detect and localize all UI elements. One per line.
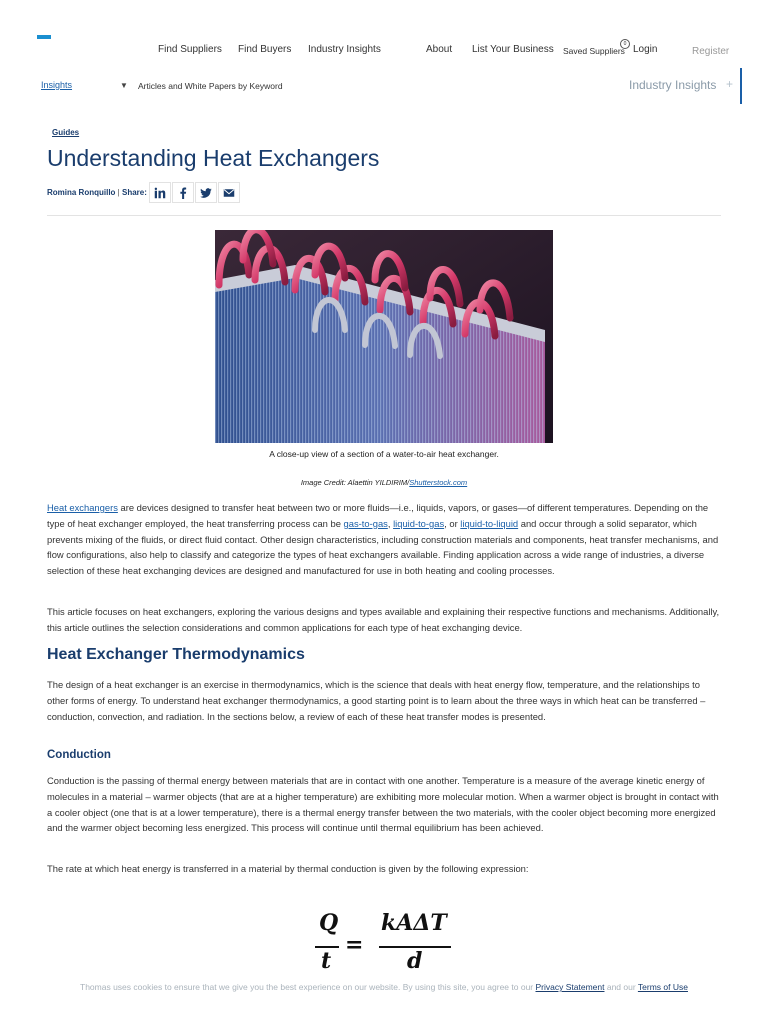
image-caption: A close-up view of a section of a water-to-air heat exchanger.	[269, 449, 499, 459]
formula-equals: =	[345, 932, 364, 958]
formula-denominator-right: d	[407, 948, 423, 974]
liquid-to-liquid-link[interactable]: liquid-to-liquid	[460, 517, 519, 529]
nav-list-your-business[interactable]: List Your Business	[472, 44, 554, 55]
image-credit-link[interactable]: Shutterstock.com	[409, 478, 468, 487]
twitter-icon[interactable]	[195, 182, 217, 203]
author-link[interactable]: Romina Ronquillo	[47, 188, 116, 197]
image-credit	[0, 478, 768, 487]
nav-register[interactable]: Register	[692, 46, 730, 57]
terms-of-use-link[interactable]: Terms of Use	[637, 982, 688, 992]
plus-icon[interactable]: +	[726, 77, 734, 91]
conduction-paragraph: Conduction is the passing of thermal energy between materials that are in contact with one another. Temperature is a measure of the average kinetic energy of molecules in a material – warmer objects (that are at a higher temperature) are exhibiting more molecular motion. When a warmer object is brought in contact with a cooler object (one that is at a lower temperature), there is a thermal energy transfer between the two materials, with the cooler object becoming more energized and the warmer object becoming less energized. This process will continue until thermal equilibrium has been achieved.	[47, 775, 719, 834]
formula-numerator-left: Q	[319, 910, 339, 936]
formula-numerator-right: kAΔT	[381, 910, 447, 936]
top-navigation	[0, 44, 768, 58]
nav-saved-suppliers[interactable]: Saved Suppliers	[563, 46, 625, 56]
divider	[47, 215, 721, 216]
privacy-statement-link[interactable]: Privacy Statement	[535, 982, 605, 992]
chevron-down-icon[interactable]: ▼	[120, 81, 128, 90]
formula-denominator-left: t	[321, 948, 332, 974]
heat-exchangers-link[interactable]: Heat exchangers	[47, 502, 118, 513]
share-label: Share:	[121, 188, 147, 197]
section-heading: Heat Exchanger Thermodynamics	[47, 646, 305, 663]
paragraph-text: ,	[387, 517, 394, 529]
byline	[47, 188, 147, 197]
facebook-icon[interactable]	[172, 182, 194, 203]
site-logo[interactable]	[37, 35, 51, 39]
heat-exchanger-image	[215, 230, 553, 443]
email-icon[interactable]	[218, 182, 240, 203]
nav-about[interactable]: About	[426, 44, 453, 55]
paragraph-text: , or	[444, 517, 461, 529]
overview-paragraph: This article focuses on heat exchangers, exploring the various designs and types available and explaining their respective functions and mechanisms. Additionally, this article outlines the selection considerations and common applications for each type of heat exchanging device.	[47, 606, 720, 633]
divider	[740, 68, 742, 104]
byline-separator: |	[117, 188, 122, 197]
nav-find-buyers[interactable]: Find Buyers	[238, 44, 292, 55]
paragraph-text: and occur through a solid separator, which prevents mixing of the fluids, or direct fluid contact. Other design characteristics, including construction materials and components, heat transfer mechanisms, and flow configurations, also help to classify and categorize the types of heat exchangers available. Finding application across a wide range of industries, a diverse selection of these heat exchanging devices are designed and manufactured for use in both heating and cooling processes.	[47, 517, 719, 577]
category-link[interactable]: Guides	[52, 128, 80, 137]
page-title: Understanding Heat Exchangers	[47, 145, 380, 171]
intro-paragraph	[47, 500, 723, 579]
cookie-notice	[0, 982, 768, 992]
liquid-to-gas-link[interactable]: liquid-to-gas	[393, 517, 445, 529]
image-credit-text: Image Credit: Alaettin YILDIRIM/	[300, 478, 410, 487]
cookie-text-and: and our	[604, 982, 638, 992]
industry-insights-menu[interactable]: Industry Insights	[629, 78, 717, 92]
nav-find-suppliers[interactable]: Find Suppliers	[158, 44, 222, 55]
nav-industry-insights[interactable]: Industry Insights	[308, 44, 381, 55]
insights-dropdown[interactable]: Insights	[41, 80, 73, 90]
paragraph-text: are devices designed to transfer heat between two or more fluids—i.e., liquids, vapors, or gases—of different temperatures. Depending on the type of heat exchanger employed, the heat transferring process can be	[47, 502, 709, 529]
share-buttons	[149, 182, 240, 203]
cookie-text: Thomas uses cookies to ensure that we give you the best experience on our website. By using this site, you agree to our	[80, 982, 536, 992]
conduction-formula	[315, 910, 460, 980]
linkedin-icon[interactable]	[149, 182, 171, 203]
rate-paragraph: The rate at which heat energy is transferred in a material by thermal conduction is given by the following expression:	[47, 863, 529, 874]
articles-by-keyword-link[interactable]: Articles and White Papers by Keyword	[138, 81, 283, 91]
saved-count-badge: 0	[620, 39, 630, 49]
nav-login[interactable]: Login	[633, 44, 658, 55]
thermodynamics-paragraph: The design of a heat exchanger is an exercise in thermodynamics, which is the science that deals with heat energy flow, temperature, and the relationships to other forms of energy. To understand heat exchanger thermodynamics, a good starting point is to learn about the three ways in which heat can be transferred – conduction, convection, and radiation. In the sections below, a review of each of these heat transfer modes is presented.	[47, 679, 706, 722]
gas-to-gas-link[interactable]: gas-to-gas	[343, 517, 388, 529]
subsection-heading: Conduction	[47, 749, 111, 761]
sub-navigation	[0, 72, 768, 102]
